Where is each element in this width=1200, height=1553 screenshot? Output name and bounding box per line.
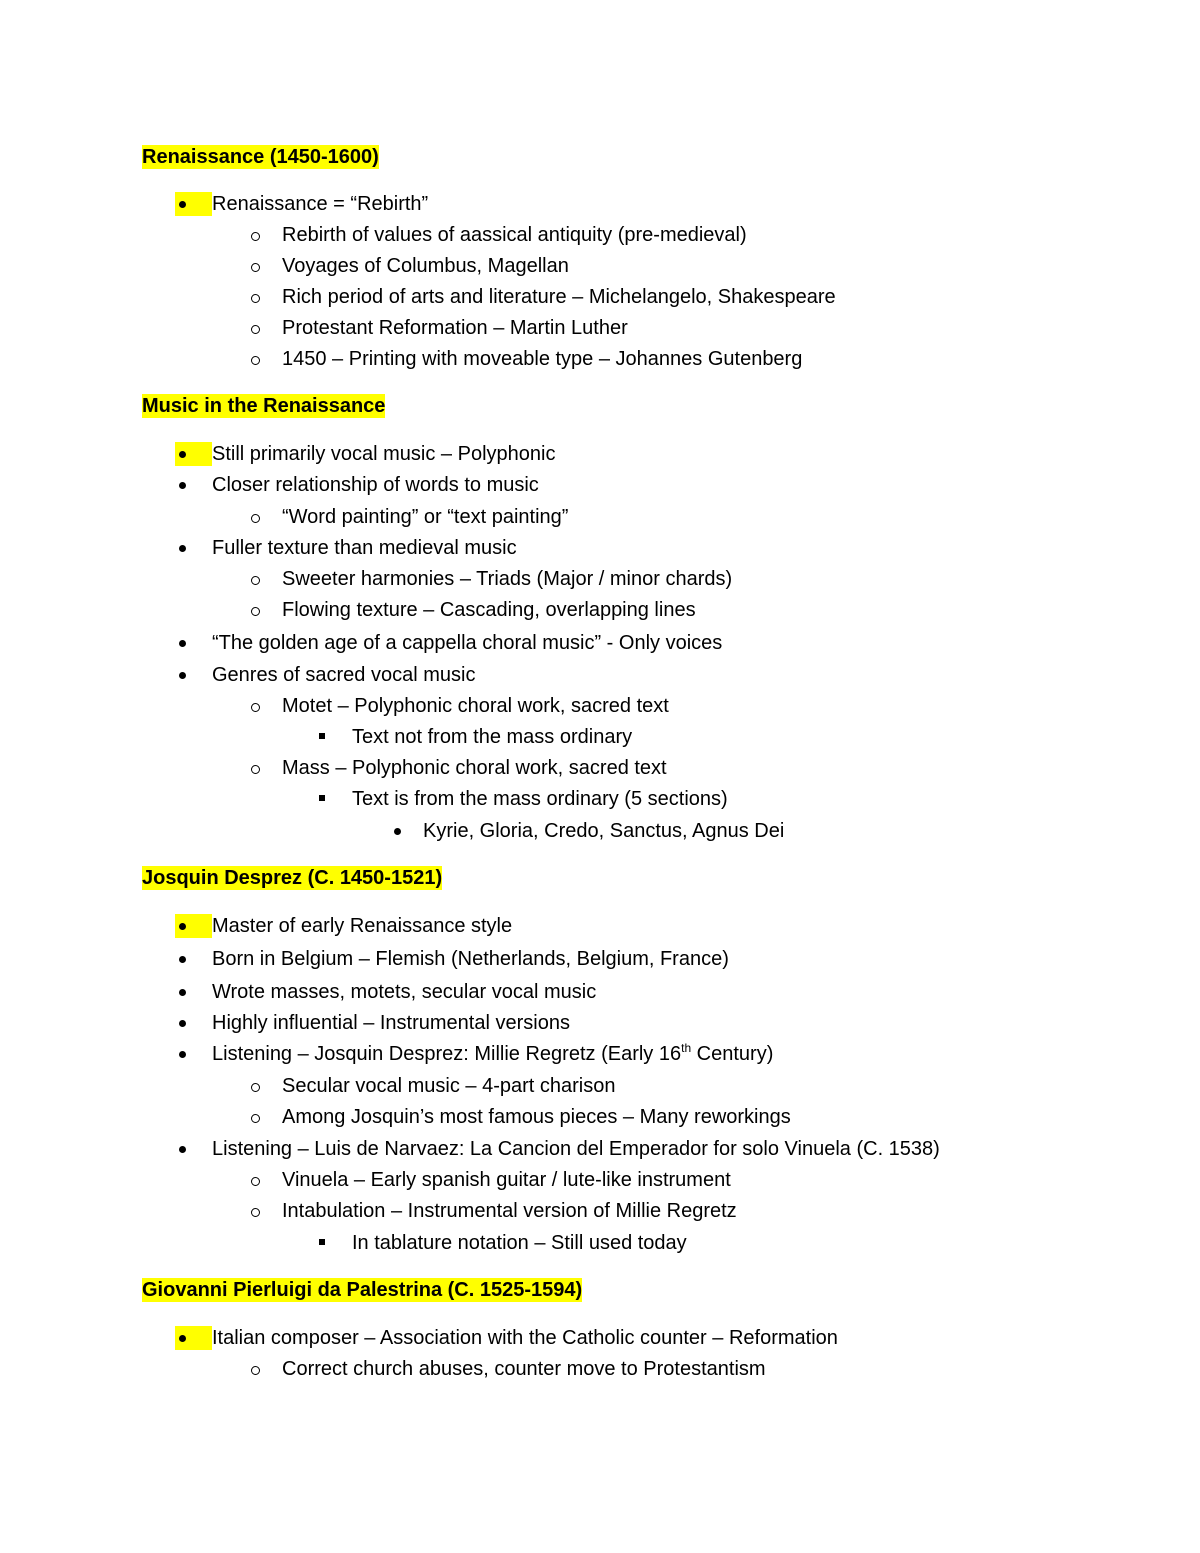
list-item-text: Rebirth of values of aassical antiquity (pre-medieval) — [282, 224, 747, 246]
list-item-text: Text not from the mass ordinary — [352, 726, 633, 748]
list-item-text: Voyages of Columbus, Magellan — [282, 255, 569, 277]
bullet-dot-icon — [179, 545, 186, 552]
section-heading — [142, 866, 442, 890]
circle-bullet-icon — [251, 232, 260, 241]
list-item — [212, 1042, 773, 1066]
bullet-dot-icon — [179, 1146, 186, 1153]
list-item-text: In tablature notation – Still used today — [352, 1232, 687, 1254]
list-item-text: Kyrie, Gloria, Credo, Sanctus, Agnus Dei — [423, 820, 785, 842]
list-item-text: Motet – Polyphonic choral work, sacred text — [282, 695, 669, 717]
circle-bullet-icon — [251, 356, 260, 365]
superscript-text: th — [681, 1041, 692, 1055]
list-item-text: Protestant Reformation – Martin Luther — [282, 317, 628, 339]
list-item-text: Rich period of arts and literature – Michelangelo, Shakespeare — [282, 286, 836, 308]
highlighted-bullet-marker — [175, 914, 212, 938]
list-item-text: Renaissance = “Rebirth” — [212, 193, 429, 215]
list-item — [212, 980, 596, 1004]
list-item — [212, 442, 555, 466]
list-item — [282, 694, 669, 718]
square-bullet-icon — [319, 733, 325, 739]
section-heading — [142, 1278, 582, 1302]
circle-bullet-icon — [251, 1083, 260, 1092]
list-item-text: Mass – Polyphonic choral work, sacred text — [282, 757, 667, 779]
list-item — [282, 1074, 615, 1098]
list-item — [423, 819, 784, 843]
bullet-dot-icon — [179, 956, 186, 963]
list-item — [212, 631, 722, 655]
list-item — [352, 1231, 687, 1255]
bullet-dot-icon — [179, 201, 186, 208]
list-item — [282, 598, 696, 622]
section-heading-text: Josquin Desprez (C. 1450-1521) — [142, 867, 443, 889]
list-item-text: Wrote masses, motets, secular vocal music — [212, 981, 597, 1003]
bullet-dot-icon — [179, 1051, 186, 1058]
list-item-text: Among Josquin’s most famous pieces – Many reworkings — [282, 1106, 791, 1128]
section-heading — [142, 394, 385, 418]
highlighted-bullet-marker — [175, 1326, 212, 1350]
list-item — [212, 663, 475, 687]
list-item — [212, 1326, 838, 1350]
circle-bullet-icon — [251, 576, 260, 585]
list-item — [282, 1357, 766, 1381]
list-item-text: Still primarily vocal music – Polyphonic — [212, 443, 556, 465]
highlighted-bullet-marker — [175, 442, 212, 466]
list-item — [282, 347, 802, 371]
square-bullet-icon — [319, 1239, 325, 1245]
circle-bullet-icon — [251, 765, 260, 774]
list-item-text: 1450 – Printing with moveable type – Johannes Gutenberg — [282, 348, 803, 370]
list-item — [282, 254, 569, 278]
list-item-text: Genres of sacred vocal music — [212, 664, 476, 686]
bullet-dot-icon — [179, 640, 186, 647]
list-item-text: Flowing texture – Cascading, overlapping lines — [282, 599, 696, 621]
section-heading-text: Renaissance (1450-1600) — [142, 146, 379, 168]
bullet-dot-icon — [179, 482, 186, 489]
list-item-text: Sweeter harmonies – Triads (Major / minor chards) — [282, 568, 733, 590]
circle-bullet-icon — [251, 1177, 260, 1186]
circle-bullet-icon — [251, 1208, 260, 1217]
bullet-dot-icon — [179, 1020, 186, 1027]
list-item-text: Fuller texture than medieval music — [212, 537, 517, 559]
list-item — [282, 223, 747, 247]
list-item-text: Italian composer – Association with the Catholic counter – Reformation — [212, 1327, 838, 1349]
list-item — [212, 914, 512, 938]
list-item — [282, 567, 732, 591]
list-item — [282, 1105, 791, 1129]
list-item — [212, 536, 517, 560]
list-item-text: Closer relationship of words to music — [212, 474, 539, 496]
list-item — [352, 725, 632, 749]
list-item-text: Listening – Josquin Desprez: Millie Regretz (Early 16 — [212, 1043, 682, 1065]
circle-bullet-icon — [251, 263, 260, 272]
list-item-text: Listening – Luis de Narvaez: La Cancion del Emperador for solo Vinuela (C. 1538) — [212, 1138, 940, 1160]
list-item — [352, 787, 728, 811]
circle-bullet-icon — [251, 703, 260, 712]
list-item — [212, 1137, 940, 1161]
bullet-dot-icon — [179, 923, 186, 930]
list-item-text: Vinuela – Early spanish guitar / lute-like instrument — [282, 1169, 731, 1191]
circle-bullet-icon — [251, 294, 260, 303]
circle-bullet-icon — [251, 607, 260, 616]
list-item-text: Correct church abuses, counter move to Protestantism — [282, 1358, 766, 1380]
circle-bullet-icon — [251, 325, 260, 334]
list-item — [282, 285, 836, 309]
highlighted-bullet-marker — [175, 192, 212, 216]
list-item — [212, 947, 729, 971]
bullet-dot-icon — [179, 989, 186, 996]
list-item — [282, 1199, 737, 1223]
list-item — [212, 473, 539, 497]
list-item — [282, 505, 568, 529]
circle-bullet-icon — [251, 514, 260, 523]
list-item-text: Highly influential – Instrumental versions — [212, 1012, 570, 1034]
bullet-dot-icon — [179, 1335, 186, 1342]
list-item-text: Master of early Renaissance style — [212, 915, 513, 937]
circle-bullet-icon — [251, 1114, 260, 1123]
list-item-text: Text is from the mass ordinary (5 sections) — [352, 788, 728, 810]
list-item-text: Secular vocal music – 4-part charison — [282, 1075, 616, 1097]
list-item — [212, 192, 428, 216]
list-item-text-tail: Century) — [691, 1043, 774, 1065]
list-item — [282, 1168, 731, 1192]
section-heading-text: Giovanni Pierluigi da Palestrina (C. 1525-1594) — [142, 1279, 583, 1301]
list-item-text: “Word painting” or “text painting” — [282, 506, 569, 528]
list-item-text: Intabulation – Instrumental version of Millie Regretz — [282, 1200, 737, 1222]
bullet-dot-icon — [179, 451, 186, 458]
section-heading-text: Music in the Renaissance — [142, 395, 386, 417]
square-bullet-icon — [319, 795, 325, 801]
circle-bullet-icon — [251, 1366, 260, 1375]
bullet-dot-icon — [179, 672, 186, 679]
list-item — [282, 316, 628, 340]
list-item-text: Born in Belgium – Flemish (Netherlands, Belgium, France) — [212, 948, 729, 970]
list-item — [212, 1011, 570, 1035]
list-item-text: “The golden age of a cappella choral music” - Only voices — [212, 632, 723, 654]
bullet-dot-icon — [394, 828, 401, 835]
section-heading — [142, 145, 379, 169]
list-item — [282, 756, 667, 780]
